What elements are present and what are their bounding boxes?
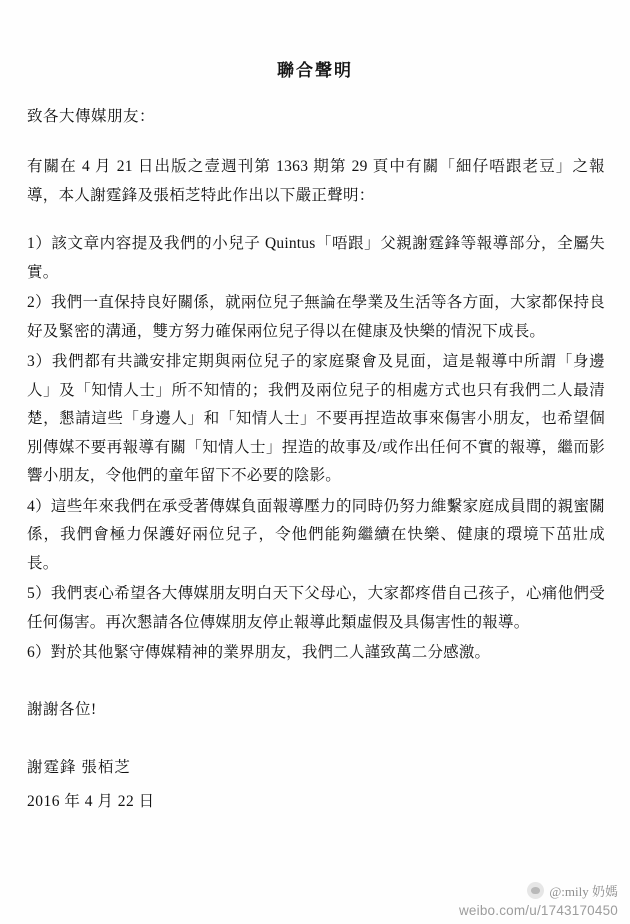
document-body — [27, 104, 605, 816]
clause-list — [27, 230, 605, 668]
list-item: 3）我們都有共識安排定期與兩位兒子的家庭聚會及見面，這是報導中所謂「身邊人」及「知情人士」所不知情的；我們及兩位兒子的相處方式也只有我們二人最清楚，懇請這些「身邊人」和「知情人士」不要再捏造故事來傷害小朋友，也希望個別傳媒不要再報導有關「知情人士」捏造的故事及/或作出任何不實的報導，繼而影響小朋友，令他們的童年留下不必要的陰影。 — [27, 353, 605, 484]
list-item: 2）我們一直保持良好關係，就兩位兒子無論在學業及生活等各方面，大家都保持良好及緊密的溝通，雙方努力確保兩位兒子得以在健康及快樂的情況下成長。 — [27, 294, 605, 340]
intro-paragraph: 有關在 4 月 21 日出版之壹週刊第 1363 期第 29 頁中有關「細仔唔跟老豆」之報導，本人謝霆鋒及張栢芝特此作出以下嚴正聲明： — [27, 158, 605, 204]
list-item: 6）對於其他緊守傳媒精神的業界朋友，我們二人謹致萬二分感激。 — [27, 644, 491, 661]
page-title: 聯合聲明 — [277, 61, 353, 80]
list-item: 4）這些年來我們在承受著傳媒負面報導壓力的同時仍努力維繫家庭成員間的親蜜關係，我們會極力保護好兩位兒子，令他們能夠繼續在快樂、健康的環境下茁壯成長。 — [27, 497, 605, 572]
weibo-icon — [527, 882, 544, 899]
watermark — [459, 881, 618, 918]
watermark-user — [459, 881, 618, 900]
salutation: 致各大傳媒朋友： — [27, 108, 156, 125]
thanks-line: 謝謝各位! — [27, 700, 97, 718]
signature-date: 2016 年 4 月 22 日 — [27, 792, 155, 810]
watermark-username: @:mily 奶媽 — [549, 884, 618, 899]
list-item: 5）我們衷心希望各大傳媒朋友明白天下父母心，大家都疼借自己孩子，心痛他們受任何傷害。再次懇請各位傳媒朋友停止報導此類虛假及具傷害性的報導。 — [27, 585, 605, 631]
signature-names: 謝霆鋒 張栢芝 — [27, 758, 131, 776]
watermark-url: weibo.com/u/1743170450 — [458, 903, 618, 918]
list-item: 1）該文章内容提及我們的小兒子 Quintus「唔跟」父親謝霆鋒等報導部分，全屬失實。 — [27, 235, 605, 281]
